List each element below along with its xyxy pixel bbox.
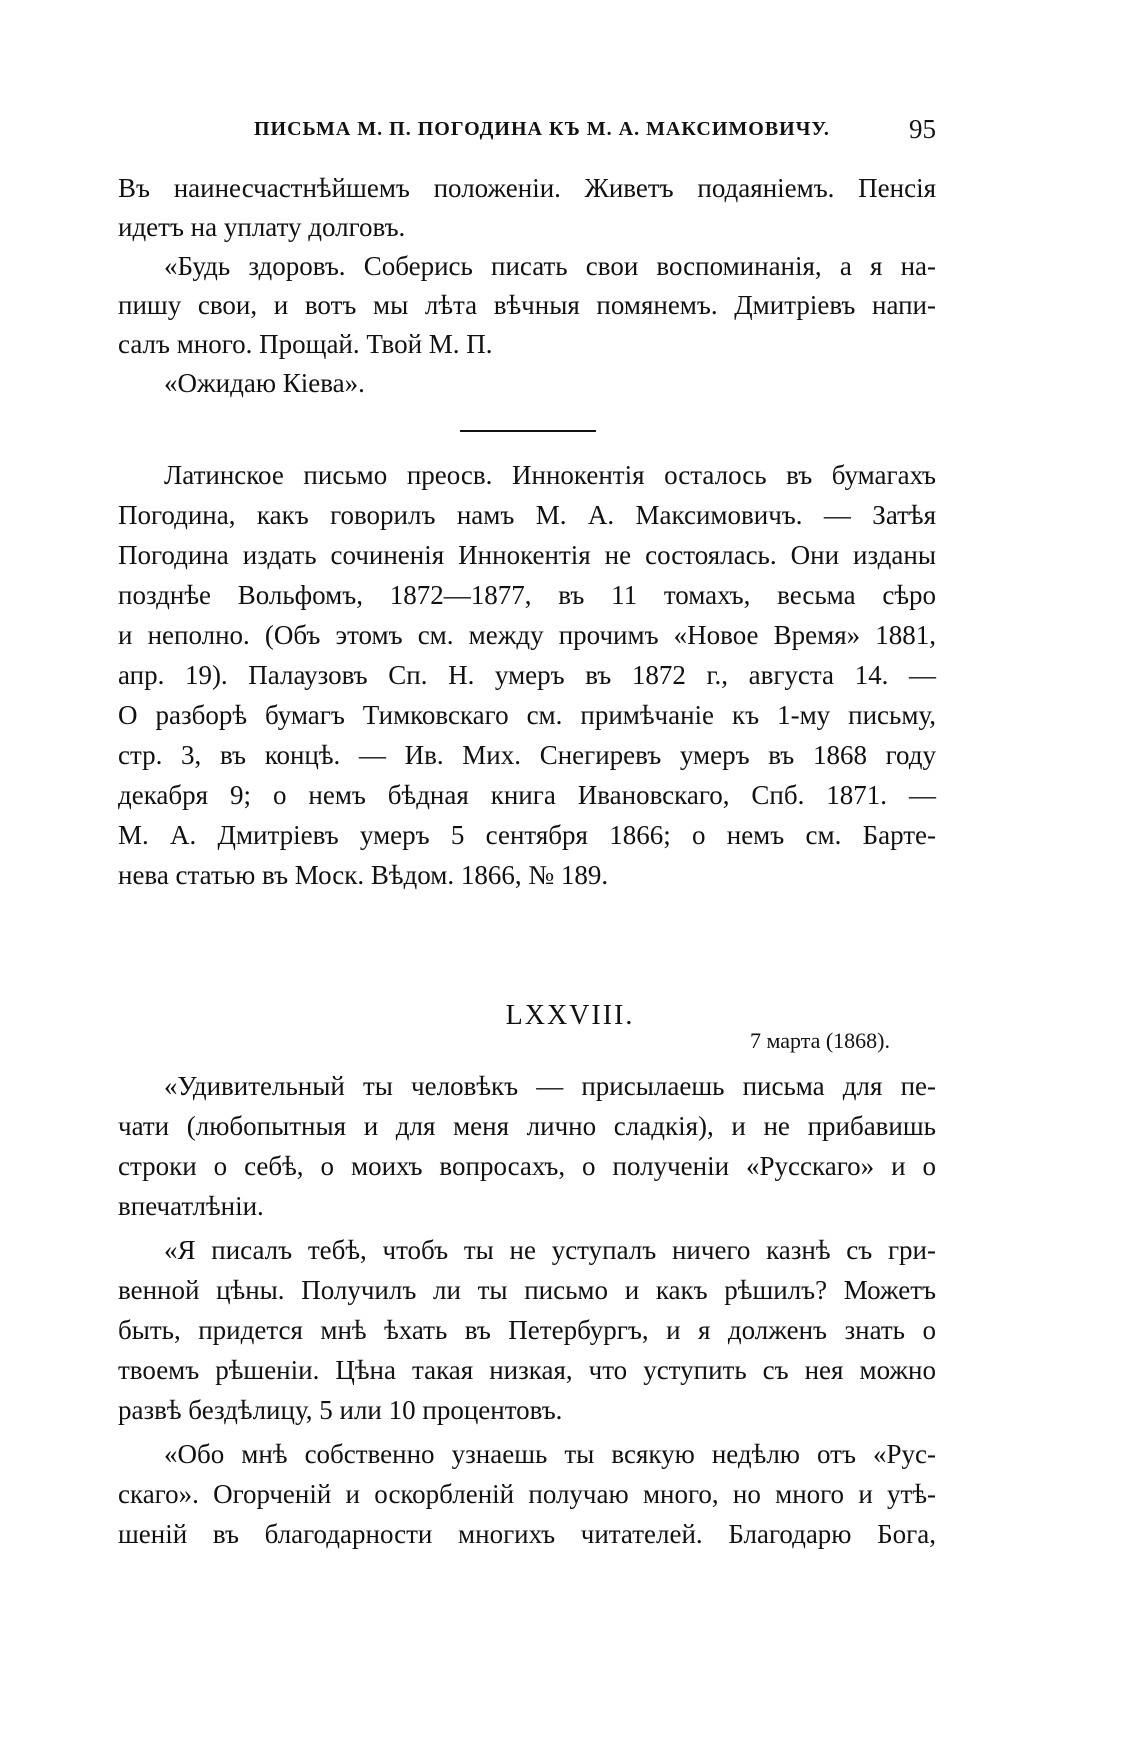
letter-date: 7 марта (1868). xyxy=(749,1028,890,1053)
text-line: пишу свои, и вотъ мы лѣта вѣчныя помянемъ. Дмитріевъ напи- xyxy=(118,290,936,320)
letter-line: развѣ бездѣлицу, 5 или 10 процентовъ. xyxy=(118,1395,563,1425)
separator-rule xyxy=(460,430,596,432)
letter-line: быть, придется мнѣ ѣхать въ Петербургъ, и я долженъ знать о xyxy=(118,1315,936,1345)
text-line: салъ много. Прощай. Твой М. П. xyxy=(118,329,493,359)
letter-line: «Обо мнѣ собственно узнаешь ты всякую недѣлю отъ «Рус- xyxy=(164,1439,936,1469)
running-head-title: ПИСЬМА М. П. ПОГОДИНА КЪ М. А. МАКСИМОВИЧУ. xyxy=(254,118,830,140)
note-line: О разборѣ бумагъ Тимковскаго см. примѣчаніе къ 1-му письму, xyxy=(118,700,936,730)
letter-line: шеній въ благодарности многихъ читателей. Благодарю Бога, xyxy=(118,1519,936,1549)
text-line: идетъ на уплату долговъ. xyxy=(118,212,406,242)
letter-line: строки о себѣ, о моихъ вопросахъ, о полученіи «Русскаго» и о xyxy=(118,1151,936,1181)
note-line: М. А. Дмитріевъ умеръ 5 сентября 1866; о немъ см. Барте- xyxy=(118,820,936,850)
note-line: стр. 3, въ концѣ. — Ив. Мих. Снегиревъ умеръ въ 1868 году xyxy=(118,740,936,770)
letter-line: венной цѣны. Получилъ ли ты письмо и какъ рѣшилъ? Можетъ xyxy=(118,1275,936,1305)
text-line: «Ожидаю Кіева». xyxy=(164,368,365,398)
note-line: и неполно. (Объ этомъ см. между прочимъ «Новое Время» 1881, xyxy=(118,620,936,650)
note-line: Погодина издать сочиненія Иннокентія не состоялась. Они изданы xyxy=(118,540,936,570)
note-line: декабря 9; о немъ бѣдная книга Ивановскаго, Спб. 1871. — xyxy=(118,780,936,810)
letter-heading: LXXVIII. xyxy=(505,1000,635,1031)
letter-line: впечатлѣніи. xyxy=(118,1191,264,1221)
letter-line: чати (любопытныя и для меня лично сладкія), и не прибавишь xyxy=(118,1111,936,1141)
page-number: 95 xyxy=(909,114,936,144)
note-line: Погодина, какъ говорилъ намъ М. А. Максимовичъ. — Затѣя xyxy=(118,500,936,530)
note-line: позднѣе Вольфомъ, 1872—1877, въ 11 томахъ, весьма сѣро xyxy=(118,580,936,610)
letter-line: скаго». Огорченій и оскорбленій получаю много, но много и утѣ- xyxy=(118,1479,936,1509)
note-line: нева статью въ Моск. Вѣдом. 1866, № 189. xyxy=(118,860,609,890)
text-line: «Будь здоровъ. Соберись писать свои воспоминанія, а я на- xyxy=(164,251,936,281)
letter-line: «Я писалъ тебѣ, чтобъ ты не уступалъ ничего казнѣ съ гри- xyxy=(164,1235,936,1265)
text-line: Въ наинесчастнѣйшемъ положеніи. Живетъ подаяніемъ. Пенсія xyxy=(118,173,936,203)
letter-line: твоемъ рѣшеніи. Цѣна такая низкая, что уступить съ нея можно xyxy=(118,1355,936,1385)
letter-line: «Удивительный ты человѣкъ — присылаешь письма для пе- xyxy=(164,1071,936,1101)
note-line: апр. 19). Палаузовъ Сп. Н. умеръ въ 1872 г., августа 14. — xyxy=(118,660,936,690)
note-line: Латинское письмо преосв. Иннокентія осталось въ бумагахъ xyxy=(164,460,936,490)
